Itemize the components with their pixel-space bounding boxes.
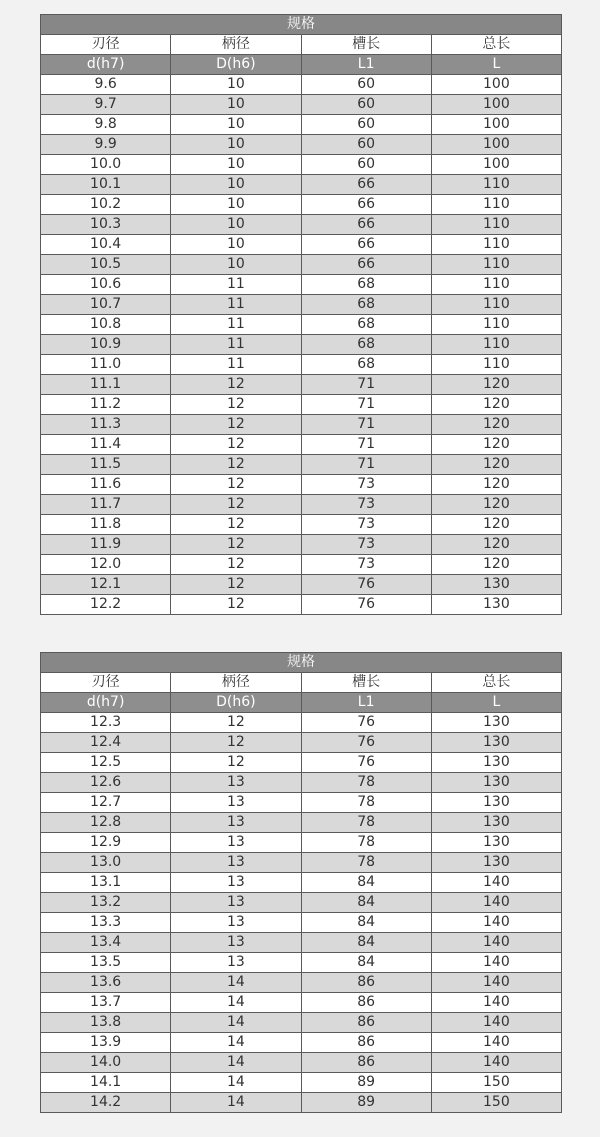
cell-flute-length: 76 [301,575,431,595]
cell-overall-length: 130 [431,793,561,813]
cell-overall-length: 110 [431,315,561,335]
cell-overall-length: 150 [431,1093,561,1113]
cell-shank-diameter: 10 [171,255,301,275]
cell-overall-length: 100 [431,75,561,95]
cell-flute-length: 68 [301,295,431,315]
cell-shank-diameter: 12 [171,475,301,495]
cell-shank-diameter: 13 [171,793,301,813]
cell-overall-length: 130 [431,713,561,733]
cell-flute-length: 71 [301,435,431,455]
cell-blade-diameter: 12.4 [41,733,171,753]
cell-overall-length: 110 [431,215,561,235]
table-row [41,235,562,255]
table-title-row [41,15,562,35]
cell-blade-diameter: 13.0 [41,853,171,873]
cell-flute-length: 76 [301,713,431,733]
table-row [41,933,562,953]
cell-blade-diameter: 10.6 [41,275,171,295]
cell-flute-length: 66 [301,175,431,195]
cell-flute-length: 73 [301,475,431,495]
cell-blade-diameter: 10.7 [41,295,171,315]
cell-shank-diameter: 13 [171,833,301,853]
cell-flute-length: 73 [301,495,431,515]
cell-blade-diameter: 11.3 [41,415,171,435]
cell-shank-diameter: 13 [171,933,301,953]
cell-blade-diameter: 13.2 [41,893,171,913]
table-row [41,893,562,913]
table-row [41,515,562,535]
cell-shank-diameter: 13 [171,813,301,833]
cell-shank-diameter: 11 [171,315,301,335]
table-title: 规格 [41,653,562,673]
cell-blade-diameter: 12.3 [41,713,171,733]
cell-shank-diameter: 11 [171,295,301,315]
cell-overall-length: 140 [431,873,561,893]
cell-blade-diameter: 11.8 [41,515,171,535]
spec-table-1 [40,14,562,615]
cell-overall-length: 130 [431,853,561,873]
cell-overall-length: 130 [431,733,561,753]
table-row [41,853,562,873]
cell-blade-diameter: 10.5 [41,255,171,275]
cell-shank-diameter: 11 [171,335,301,355]
cell-blade-diameter: 9.9 [41,135,171,155]
cell-blade-diameter: 13.6 [41,973,171,993]
table-row [41,155,562,175]
cell-flute-length: 60 [301,135,431,155]
cell-overall-length: 120 [431,455,561,475]
table-row [41,275,562,295]
cell-shank-diameter: 12 [171,595,301,615]
table-row [41,475,562,495]
cell-overall-length: 120 [431,515,561,535]
cell-blade-diameter: 11.9 [41,535,171,555]
cell-shank-diameter: 10 [171,155,301,175]
cell-blade-diameter: 11.2 [41,395,171,415]
table-row [41,455,562,475]
table-row [41,953,562,973]
cell-shank-diameter: 12 [171,575,301,595]
cell-flute-length: 76 [301,733,431,753]
cell-overall-length: 110 [431,335,561,355]
table-row [41,575,562,595]
table-row [41,135,562,155]
cell-shank-diameter: 12 [171,733,301,753]
cell-shank-diameter: 14 [171,1013,301,1033]
cell-blade-diameter: 14.0 [41,1053,171,1073]
cell-blade-diameter: 12.6 [41,773,171,793]
header-shank-diameter: 柄径 [171,35,301,55]
table-row [41,1053,562,1073]
symbol-shank-diameter: D(h6) [171,693,301,713]
cell-flute-length: 86 [301,1013,431,1033]
cell-blade-diameter: 13.3 [41,913,171,933]
symbol-overall-length: L [431,693,561,713]
cell-shank-diameter: 14 [171,1093,301,1113]
cell-shank-diameter: 12 [171,455,301,475]
cell-flute-length: 73 [301,555,431,575]
table-row [41,95,562,115]
table-row [41,973,562,993]
table-row [41,395,562,415]
header-flute-length: 槽长 [301,35,431,55]
cell-flute-length: 86 [301,993,431,1013]
cell-shank-diameter: 14 [171,1073,301,1093]
table-row [41,1013,562,1033]
cell-overall-length: 120 [431,475,561,495]
cell-blade-diameter: 10.4 [41,235,171,255]
cell-blade-diameter: 13.5 [41,953,171,973]
table-row [41,555,562,575]
cell-flute-length: 68 [301,315,431,335]
cell-flute-length: 66 [301,235,431,255]
cell-flute-length: 73 [301,515,431,535]
table-row [41,1033,562,1053]
cell-shank-diameter: 13 [171,893,301,913]
header-blade-diameter: 刃径 [41,673,171,693]
cell-shank-diameter: 10 [171,195,301,215]
cell-shank-diameter: 14 [171,993,301,1013]
cell-shank-diameter: 12 [171,753,301,773]
cell-overall-length: 110 [431,295,561,315]
header-shank-diameter: 柄径 [171,673,301,693]
table-row [41,335,562,355]
cell-flute-length: 86 [301,973,431,993]
table-title-row [41,653,562,673]
cell-shank-diameter: 12 [171,535,301,555]
cell-blade-diameter: 11.4 [41,435,171,455]
table-row [41,175,562,195]
cell-blade-diameter: 13.7 [41,993,171,1013]
table-row [41,375,562,395]
table-row [41,415,562,435]
cell-flute-length: 78 [301,793,431,813]
cell-flute-length: 60 [301,115,431,135]
table-row [41,1093,562,1113]
cell-shank-diameter: 14 [171,973,301,993]
symbol-flute-length: L1 [301,693,431,713]
cell-flute-length: 84 [301,933,431,953]
cell-flute-length: 78 [301,853,431,873]
cell-blade-diameter: 10.2 [41,195,171,215]
cell-overall-length: 130 [431,575,561,595]
table-row [41,255,562,275]
cell-blade-diameter: 12.8 [41,813,171,833]
cell-flute-length: 78 [301,813,431,833]
cell-flute-length: 89 [301,1073,431,1093]
header-overall-length: 总长 [431,35,561,55]
cell-shank-diameter: 14 [171,1033,301,1053]
cell-blade-diameter: 10.8 [41,315,171,335]
header-overall-length: 总长 [431,673,561,693]
cell-blade-diameter: 10.3 [41,215,171,235]
spec-table-2 [40,652,562,1113]
cell-flute-length: 66 [301,255,431,275]
table-row [41,495,562,515]
cell-flute-length: 71 [301,375,431,395]
table-row [41,115,562,135]
cell-flute-length: 68 [301,275,431,295]
symbol-shank-diameter: D(h6) [171,55,301,75]
symbol-overall-length: L [431,55,561,75]
cell-overall-length: 110 [431,175,561,195]
cell-blade-diameter: 14.2 [41,1093,171,1113]
cell-overall-length: 140 [431,913,561,933]
cell-overall-length: 150 [431,1073,561,1093]
cell-overall-length: 120 [431,395,561,415]
cell-shank-diameter: 12 [171,435,301,455]
cell-blade-diameter: 10.0 [41,155,171,175]
symbol-flute-length: L1 [301,55,431,75]
cell-blade-diameter: 12.5 [41,753,171,773]
cell-flute-length: 68 [301,355,431,375]
cell-blade-diameter: 12.7 [41,793,171,813]
cell-blade-diameter: 9.6 [41,75,171,95]
cell-overall-length: 130 [431,813,561,833]
cell-blade-diameter: 13.4 [41,933,171,953]
cell-overall-length: 140 [431,1053,561,1073]
cell-overall-length: 120 [431,435,561,455]
cell-flute-length: 86 [301,1033,431,1053]
cell-blade-diameter: 13.8 [41,1013,171,1033]
cell-overall-length: 140 [431,973,561,993]
table-row [41,295,562,315]
cell-blade-diameter: 13.9 [41,1033,171,1053]
cell-blade-diameter: 12.1 [41,575,171,595]
table-row [41,435,562,455]
cell-overall-length: 110 [431,235,561,255]
cell-flute-length: 60 [301,155,431,175]
cell-overall-length: 140 [431,893,561,913]
symbol-blade-diameter: d(h7) [41,693,171,713]
cell-flute-length: 66 [301,215,431,235]
table-row [41,913,562,933]
table-row [41,355,562,375]
cell-shank-diameter: 12 [171,395,301,415]
table-row [41,733,562,753]
cell-flute-length: 76 [301,753,431,773]
cell-blade-diameter: 11.0 [41,355,171,375]
table-row [41,713,562,733]
cell-shank-diameter: 12 [171,555,301,575]
table-row [41,813,562,833]
cell-overall-length: 140 [431,1033,561,1053]
cell-shank-diameter: 10 [171,115,301,135]
cell-shank-diameter: 10 [171,95,301,115]
table-row [41,1073,562,1093]
cell-shank-diameter: 10 [171,175,301,195]
cell-flute-length: 84 [301,873,431,893]
cell-overall-length: 120 [431,555,561,575]
table-row [41,75,562,95]
cell-overall-length: 130 [431,595,561,615]
cell-blade-diameter: 11.6 [41,475,171,495]
table-row [41,535,562,555]
cell-shank-diameter: 13 [171,853,301,873]
cell-shank-diameter: 10 [171,215,301,235]
table-row [41,793,562,813]
table-row [41,215,562,235]
cell-flute-length: 78 [301,833,431,853]
cell-overall-length: 120 [431,415,561,435]
cell-blade-diameter: 12.9 [41,833,171,853]
cell-shank-diameter: 12 [171,415,301,435]
cell-flute-length: 78 [301,773,431,793]
cell-overall-length: 100 [431,95,561,115]
table-row [41,873,562,893]
symbol-blade-diameter: d(h7) [41,55,171,75]
cell-flute-length: 71 [301,395,431,415]
cell-flute-length: 84 [301,913,431,933]
table-row [41,315,562,335]
cell-shank-diameter: 13 [171,913,301,933]
cell-overall-length: 140 [431,1013,561,1033]
cell-blade-diameter: 11.7 [41,495,171,515]
column-symbol-row [41,693,562,713]
cell-overall-length: 120 [431,495,561,515]
cell-overall-length: 100 [431,115,561,135]
cell-blade-diameter: 12.0 [41,555,171,575]
cell-overall-length: 120 [431,535,561,555]
cell-blade-diameter: 9.8 [41,115,171,135]
cell-shank-diameter: 11 [171,355,301,375]
table-row [41,753,562,773]
cell-shank-diameter: 14 [171,1053,301,1073]
cell-shank-diameter: 12 [171,713,301,733]
header-blade-diameter: 刃径 [41,35,171,55]
cell-shank-diameter: 12 [171,375,301,395]
table-row [41,195,562,215]
table-title: 规格 [41,15,562,35]
cell-overall-length: 110 [431,355,561,375]
cell-overall-length: 140 [431,993,561,1013]
cell-blade-diameter: 11.1 [41,375,171,395]
cell-overall-length: 100 [431,135,561,155]
cell-flute-length: 68 [301,335,431,355]
cell-overall-length: 140 [431,933,561,953]
cell-blade-diameter: 12.2 [41,595,171,615]
cell-overall-length: 140 [431,953,561,973]
cell-overall-length: 110 [431,275,561,295]
cell-blade-diameter: 11.5 [41,455,171,475]
column-name-row [41,673,562,693]
cell-overall-length: 130 [431,773,561,793]
cell-overall-length: 120 [431,375,561,395]
table-row [41,595,562,615]
column-symbol-row [41,55,562,75]
cell-shank-diameter: 10 [171,135,301,155]
table-row [41,773,562,793]
cell-shank-diameter: 13 [171,773,301,793]
cell-blade-diameter: 10.1 [41,175,171,195]
cell-shank-diameter: 12 [171,495,301,515]
cell-blade-diameter: 13.1 [41,873,171,893]
cell-flute-length: 66 [301,195,431,215]
cell-flute-length: 71 [301,415,431,435]
cell-blade-diameter: 10.9 [41,335,171,355]
cell-flute-length: 84 [301,953,431,973]
cell-flute-length: 76 [301,595,431,615]
cell-flute-length: 71 [301,455,431,475]
cell-overall-length: 130 [431,753,561,773]
cell-shank-diameter: 11 [171,275,301,295]
cell-shank-diameter: 13 [171,953,301,973]
cell-shank-diameter: 13 [171,873,301,893]
cell-overall-length: 100 [431,155,561,175]
header-flute-length: 槽长 [301,673,431,693]
cell-flute-length: 84 [301,893,431,913]
column-name-row [41,35,562,55]
table-body [41,713,562,1113]
cell-blade-diameter: 14.1 [41,1073,171,1093]
table-row [41,993,562,1013]
cell-flute-length: 89 [301,1093,431,1113]
cell-overall-length: 130 [431,833,561,853]
cell-overall-length: 110 [431,255,561,275]
cell-flute-length: 60 [301,75,431,95]
cell-blade-diameter: 9.7 [41,95,171,115]
cell-flute-length: 73 [301,535,431,555]
cell-flute-length: 60 [301,95,431,115]
table-row [41,833,562,853]
cell-overall-length: 110 [431,195,561,215]
cell-flute-length: 86 [301,1053,431,1073]
cell-shank-diameter: 10 [171,75,301,95]
cell-shank-diameter: 10 [171,235,301,255]
cell-shank-diameter: 12 [171,515,301,535]
table-body [41,75,562,615]
